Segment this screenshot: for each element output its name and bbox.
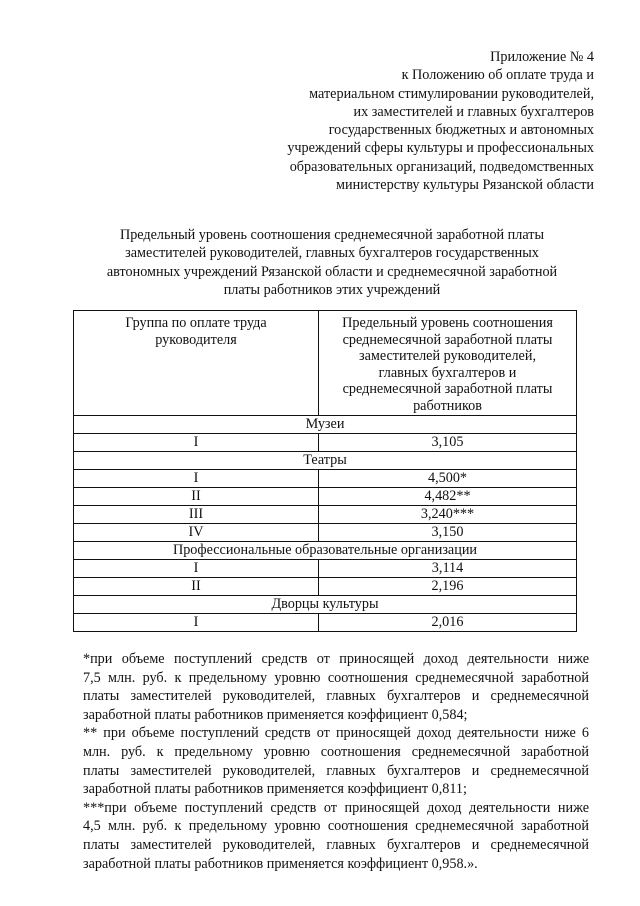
footnote-line: платы заместителей руководителей, главных бухгалтеров и среднемесячной [83,762,589,779]
appendix-line: к Положению об оплате труда и [401,67,594,84]
footnote-line: ***при объеме поступлений средств от приносящей доход деятельности ниже [83,799,589,816]
table-row [74,434,577,452]
group-cell: II [74,488,319,506]
appendix-line: Приложение № 4 [490,49,594,65]
group-cell: III [74,506,319,524]
section-row-culture-palaces [74,596,577,614]
header-group-line: руководителя [155,331,237,348]
section-title: Музеи [74,416,577,434]
ratio-table [73,310,577,632]
footnote-line: ** при объеме поступлений средств от приносящей доход деятельности ниже 6 [83,725,589,742]
table-row [74,506,577,524]
section-row-professional-orgs [74,542,577,560]
footnote-line: 4,5 млн. руб. к предельному уровню соотношения среднемесячной заработной [83,818,589,835]
footnote-line: 7,5 млн. руб. к предельному уровню соотношения среднемесячной заработной [83,669,589,686]
section-row-theaters [74,452,577,470]
appendix-line: государственных бюджетных и автономных [328,122,594,139]
group-cell: II [74,578,319,596]
appendix-line: образовательных организаций, подведомственных [289,158,594,175]
footnote-line: заработной платы работников применяется коэффициент 0,958.». [83,855,478,872]
group-cell: I [74,434,319,452]
header-ratio-line: заместителей руководителей, [358,348,536,364]
appendix-line: их заместителей и главных бухгалтеров [353,103,594,120]
title-line: Предельный уровень соотношения среднемесячной заработной платы [119,227,545,243]
header-group-line: Группа по оплате труда [125,315,267,331]
header-ratio-line: работников [413,397,482,414]
group-cell: I [74,614,319,632]
footnote-line: заработной платы работников применяется коэффициент 0,584; [83,706,468,723]
footnote-line: платы заместителей руководителей, главных бухгалтеров и среднемесячной [83,688,589,705]
group-cell: IV [74,524,319,542]
group-cell: I [74,560,319,578]
appendix-line: учреждений сферы культуры и профессиональных [287,140,594,157]
value-cell: 3,240*** [319,506,577,524]
appendix-header [214,48,594,194]
table-row [74,560,577,578]
table-row [74,488,577,506]
section-title: Профессиональные образовательные организации [74,542,577,560]
header-group-cell [74,311,319,416]
footnote-line: млн. руб. к предельному уровню соотношения среднемесячной заработной [83,743,589,760]
title-line: автономных учреждений Рязанской области и среднемесячной заработной [106,263,558,280]
value-cell: 4,500* [319,470,577,488]
value-cell: 3,105 [319,434,577,452]
section-title: Театры [74,452,577,470]
table-row [74,524,577,542]
title-line: заместителей руководителей, главных бухгалтеров государственных [125,245,539,262]
table-row [74,578,577,596]
value-cell: 3,114 [319,560,577,578]
table-row [74,470,577,488]
section-title: Дворцы культуры [74,596,577,614]
footnote-line: платы заместителей руководителей, главных бухгалтеров и среднемесячной [83,836,589,853]
value-cell: 4,482** [319,488,577,506]
table-header-row [74,311,577,416]
header-ratio-line: среднемесячной заработной платы [342,331,553,348]
document-title [72,226,592,299]
appendix-line: министерству культуры Рязанской области [336,177,594,194]
header-ratio-line: Предельный уровень соотношения [342,315,553,331]
title-line: платы работников этих учреждений [223,281,441,298]
footnotes [83,650,589,873]
header-ratio-line: главных бухгалтеров и [378,364,517,381]
header-ratio-cell [319,311,577,416]
section-row-museums [74,416,577,434]
table-row [74,614,577,632]
header-ratio-line: среднемесячной заработной платы [342,381,553,397]
value-cell: 2,016 [319,614,577,632]
value-cell: 2,196 [319,578,577,596]
footnote-line: *при объеме поступлений средств от приносящей доход деятельности ниже [83,651,589,667]
value-cell: 3,150 [319,524,577,542]
footnote-line: заработной платы работников применяется коэффициент 0,811; [83,781,467,798]
appendix-line: материальном стимулировании руководителей, [309,85,594,102]
group-cell: I [74,470,319,488]
